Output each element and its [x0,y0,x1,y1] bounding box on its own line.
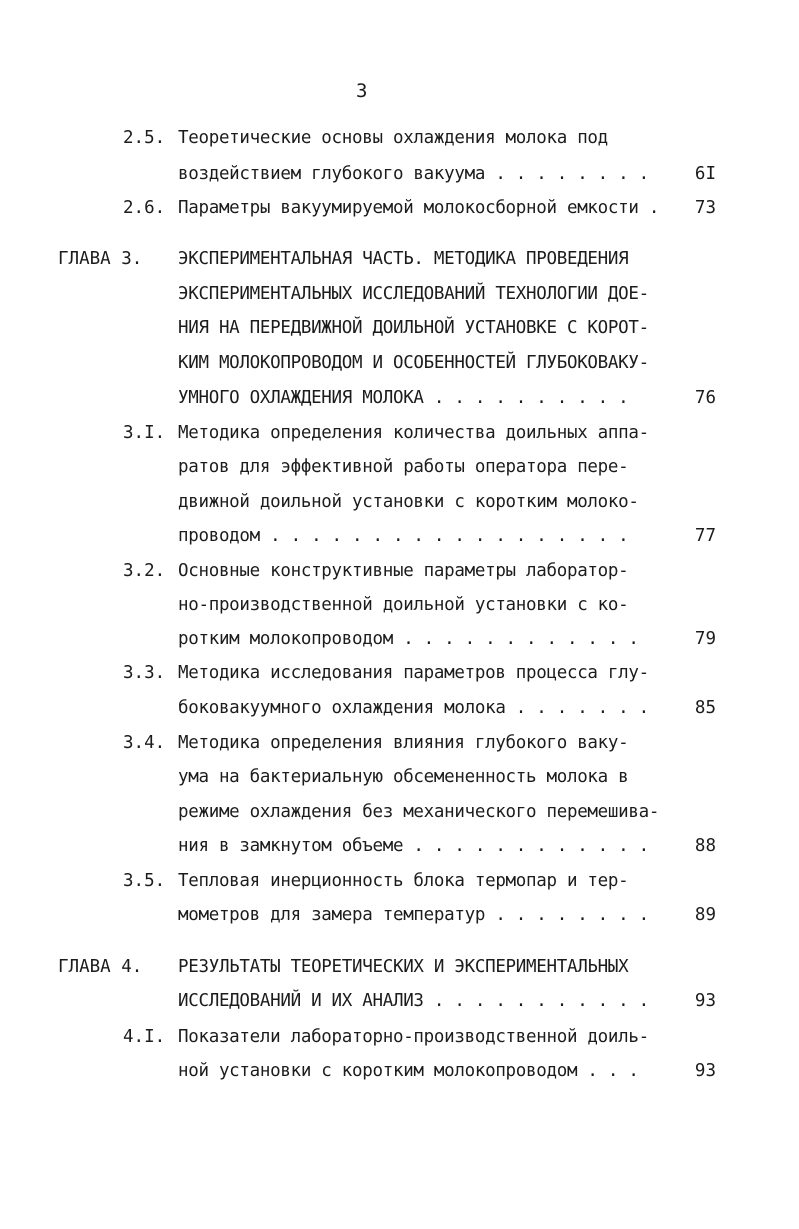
chapter-number: ГЛАВА 3. [58,249,143,269]
toc-entry-page: 88 [694,836,716,856]
toc-entry-text: Методика исследования параметров процесса глу- [178,663,649,683]
toc-entry-number: 3.I. [123,423,166,443]
toc-entry-page: 79 [694,629,716,649]
toc-entry-text: Методика определения влияния глубокого ваку- [178,733,629,753]
toc-entry-text: проводом . . . . . . . . . . . . . . . . . . [178,526,629,546]
toc-entry-text: ума на бактериальную обсемененность молока в [178,767,629,787]
chapter-title-line: ИССЛЕДОВАНИЙ И ИХ АНАЛИЗ . . . . . . . . . . . [178,991,649,1011]
toc-entry-number: 2.5. [123,128,166,148]
toc-entry-page: 93 [694,991,716,1011]
toc-entry-number: 3.2. [123,561,166,581]
toc-entry-number: 3.5. [123,871,166,891]
toc-entry-page: 6I [694,164,716,184]
chapter-title-line: КИМ МОЛОКОПРОВОДОМ И ОСОБЕННОСТЕЙ ГЛУБОКОВАКУ- [178,353,649,373]
chapter-title-line: НИЯ НА ПЕРЕДВИЖНОЙ ДОИЛЬНОЙ УСТАНОВКЕ С КОРОТ- [178,318,649,338]
toc-entry-text: ратов для эффективной работы оператора пере- [178,457,629,477]
toc-entry-text: ния в замкнутом объеме . . . . . . . . . . . . [178,836,649,856]
toc-entry-number: 4.I. [123,1027,166,1047]
toc-entry-text: Теоретические основы охлаждения молока под [178,128,608,148]
toc-entry-text: Основные конструктивные параметры лаборатор- [178,561,629,581]
toc-entry-text: Показатели лабораторно-производственной доиль- [178,1027,649,1047]
toc-entry-number: 3.4. [123,733,166,753]
toc-entry-text: Тепловая инерционность блока термопар и тер- [178,871,629,891]
toc-entry-text: но-производственной доильной установки с ко- [178,595,629,615]
toc-entry-text: боковакуумного охлаждения молока . . . . . . . [178,698,649,718]
toc-entry-number: 2.6. [123,198,166,218]
toc-entry-page: 73 [694,198,716,218]
toc-entry-text: ротким молокопроводом . . . . . . . . . . . . [178,629,639,649]
toc-entry-page: 77 [694,526,716,546]
toc-entry-text: ной установки с коротким молокопроводом . . . [178,1061,639,1081]
toc-entry-page: 76 [694,388,716,408]
toc-entry-page: 85 [694,698,716,718]
toc-entry-text: мометров для замера температур . . . . . . . . [178,905,649,925]
toc-entry-number: 3.3. [123,663,166,683]
chapter-title-line: УМНОГО ОХЛАЖДЕНИЯ МОЛОКА . . . . . . . . . . [178,388,629,408]
toc-entry-text: режиме охлаждения без механического перемешива- [178,802,660,822]
toc-entry-text: Параметры вакуумируемой молокосборной емкости . [178,198,660,218]
toc-entry-text: Методика определения количества доильных аппа- [178,423,649,443]
chapter-number: ГЛАВА 4. [58,957,143,977]
page-number: 3 [356,80,368,102]
toc-entry-text: воздействием глубокого вакуума . . . . . . . . [178,164,649,184]
toc-entry-text: движной доильной установки с коротким молоко- [178,492,639,512]
toc-entry-page: 93 [694,1061,716,1081]
chapter-title-line: ЭКСПЕРИМЕНТАЛЬНАЯ ЧАСТЬ. МЕТОДИКА ПРОВЕДЕНИЯ [178,249,629,269]
toc-entry-page: 89 [694,905,716,925]
chapter-title-line: ЭКСПЕРИМЕНТАЛЬНЫХ ИССЛЕДОВАНИЙ ТЕХНОЛОГИИ ДОЕ- [178,284,649,304]
chapter-title-line: РЕЗУЛЬТАТЫ ТЕОРЕТИЧЕСКИХ И ЭКСПЕРИМЕНТАЛЬНЫХ [178,957,629,977]
